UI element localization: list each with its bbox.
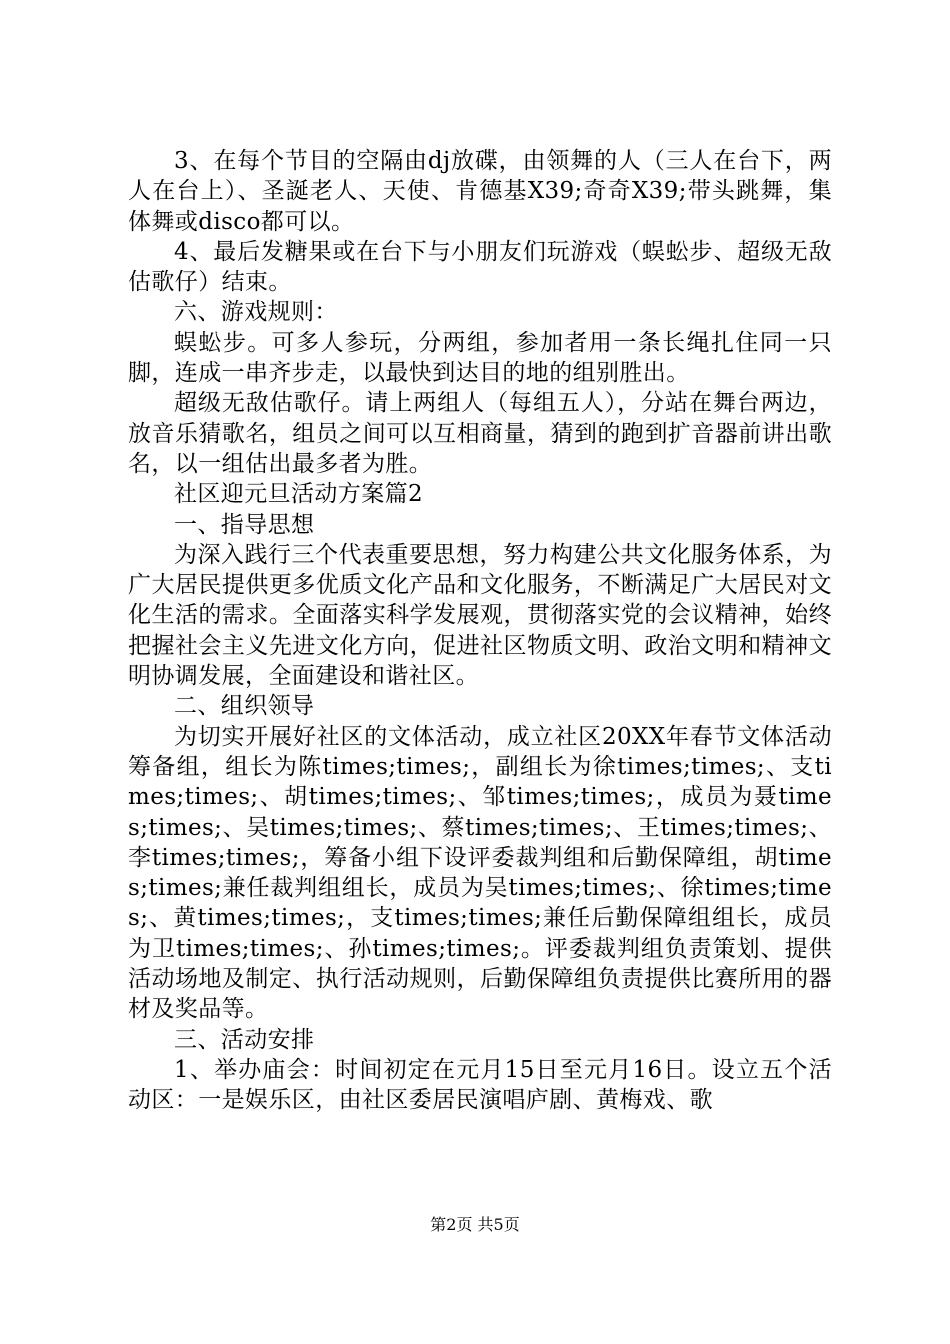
paragraph-temple-fair: 1、举办庙会：时间初定在元月15日至元月16日。设立五个活动区：一是娱乐区，由社区委居民演唱庐剧、黄梅戏、歌	[128, 1056, 832, 1114]
paragraph-centipede-step: 蜈蚣步。可多人参玩，分两组，参加者用一条长绳扎住同一只脚，连成一串齐步走，以最快到达目的地的组别胜出。	[128, 329, 832, 387]
paragraph-guiding-thought: 为深入践行三个代表重要思想，努力构建公共文化服务体系，为广大居民提供更多优质文化产品和文化服务，不断满足广大居民对文化生活的需求。全面落实科学发展观，贯彻落实党的会议精神，始终把握社会主义先进文化方向，促进社区物质文明、政治文明和精神文明协调发展，全面建设和谐社区。	[128, 541, 832, 690]
page-footer: 第2页 共5页	[430, 1215, 520, 1234]
paragraph-item-3: 3、在每个节目的空隔由dj放碟，由领舞的人（三人在台下，两人在台上）、圣誕老人、天使、肯德基X39;奇奇X39;带头跳舞，集体舞或disco都可以。	[128, 148, 832, 235]
section-heading-guiding-thought: 一、指导思想	[174, 511, 315, 538]
document-body	[128, 146, 832, 1116]
paragraph-guess-song: 超级无敌估歌仔。请上两组人（每组五人），分站在舞台两边，放音乐猜歌名，组员之间可以互相商量，猜到的跑到扩音器前讲出歌名，以一组估出最多者为胜。	[128, 390, 832, 477]
paragraph-organization: 为切实开展好社区的文体活动，成立社区20XX年春节文体活动筹备组，组长为陈times;times;，副组长为徐times;times;、支times;times;、胡times;times;、邹times;times;，成员为聂times;times;、吴times;times;、蔡times;times;、王times;times;、李times;times;，筹备小组下设评委裁判组和后勤保障组，胡times;times;兼任裁判组组长，成员为吴times;times;、徐times;times;、黄times;times;，支times;times;兼任后勤保障组组长，成员为卫times;times;、孙times;times;。评委裁判组负责策划、提供活动场地及制定、执行活动规则，后勤保障组负责提供比赛所用的器材及奖品等。	[128, 723, 832, 1023]
section-heading-game-rules: 六、游戏规则：	[174, 299, 338, 326]
section-heading-activity-arrangement: 三、活动安排	[174, 1026, 315, 1053]
article-title-part-2: 社区迎元旦活动方案篇2	[174, 481, 424, 508]
paragraph-item-4: 4、最后发糖果或在台下与小朋友们玩游戏（蜈蚣步、超级无敌估歌仔）结束。	[128, 238, 832, 296]
section-heading-organization: 二、组织领导	[174, 693, 315, 720]
